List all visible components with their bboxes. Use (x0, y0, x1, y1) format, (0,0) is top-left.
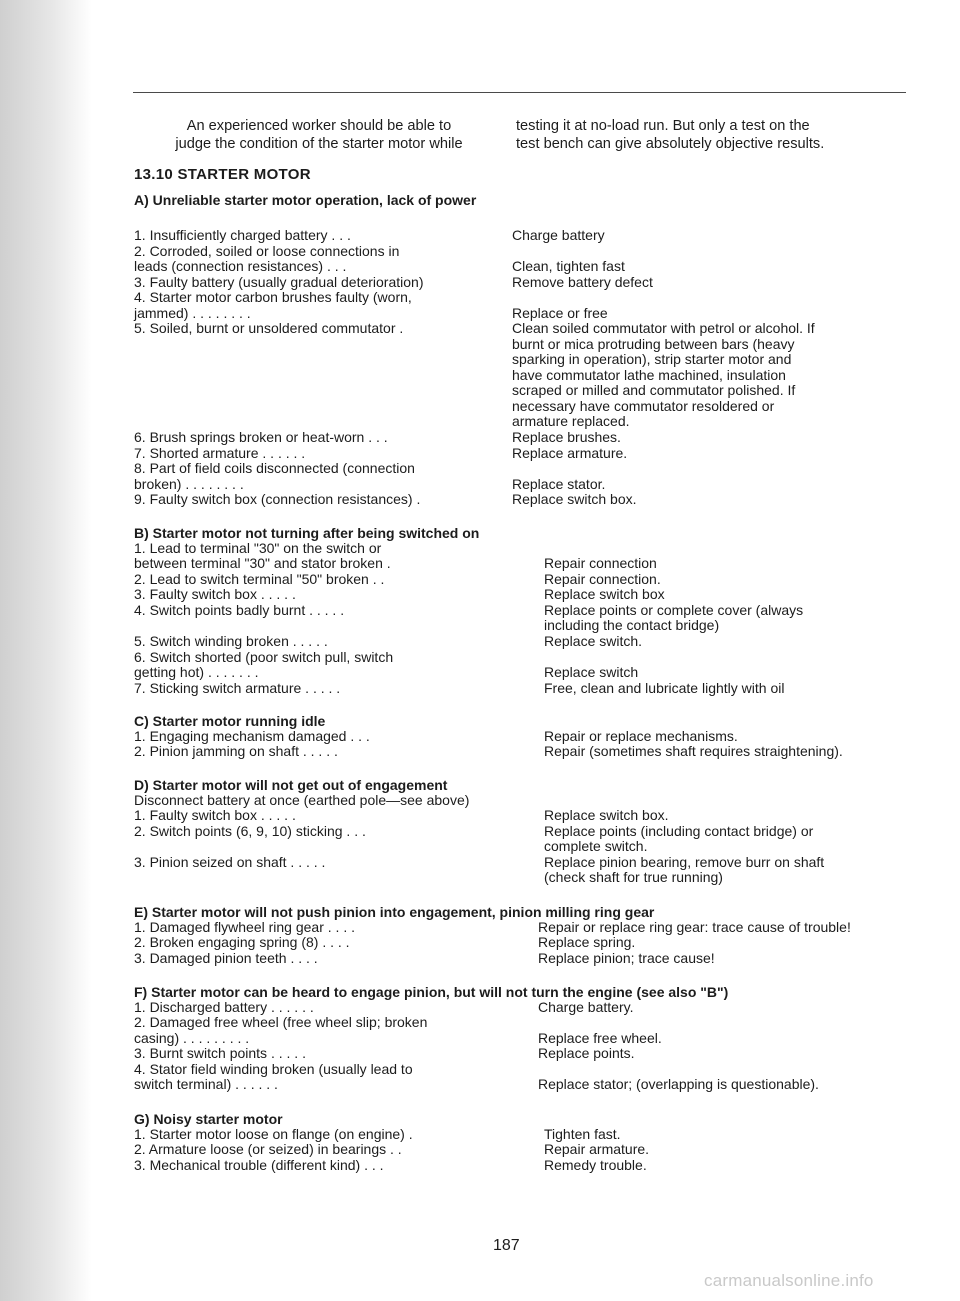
remedy-line: Repair or replace mechanisms. (544, 728, 738, 744)
cause-line: switch terminal) . . . . . . (134, 1076, 278, 1092)
remedy-line: necessary have commutator resoldered or (512, 398, 775, 414)
cause-line: 1. Lead to terminal "30" on the switch or (134, 540, 382, 556)
remedy-line: have commutator lathe machined, insulation (512, 367, 786, 383)
watermark: carmanualsonline.info (704, 1271, 874, 1290)
cause-line: 5. Soiled, burnt or unsoldered commutator . (134, 320, 404, 336)
cause-line: 3. Pinion seized on shaft . . . . . (134, 854, 326, 870)
remedy-line: Repair connection. (544, 571, 661, 587)
remedy-line: Replace switch box. (512, 491, 637, 507)
cause-line: getting hot) . . . . . . . (134, 664, 259, 680)
cause-line: 6. Switch shorted (poor switch pull, switch (134, 649, 394, 665)
cause-line: 4. Switch points badly burnt . . . . . (134, 602, 345, 618)
cause-line: 1. Damaged flywheel ring gear . . . . (134, 919, 355, 935)
cause-line: 5. Switch winding broken . . . . . (134, 633, 328, 649)
intro-line: testing it at no-load run. But only a test on the (516, 118, 810, 134)
cause-line: 3. Damaged pinion teeth . . . . (134, 950, 318, 966)
cause-line: 4. Stator field winding broken (usually lead to (134, 1061, 413, 1077)
subheading-g: G) Noisy starter motor (134, 1111, 283, 1127)
cause-line: 1. Starter motor loose on flange (on engine) . (134, 1126, 413, 1142)
remedy-line: Replace switch. (544, 633, 643, 649)
cause-line: 2. Corroded, soiled or loose connections in (134, 243, 400, 259)
remedy-line: burnt or mica protruding between bars (heavy (512, 336, 795, 352)
remedy-line: including the contact bridge) (544, 617, 720, 633)
intro-right-column (516, 117, 911, 153)
remedy-line: Remove battery defect (512, 274, 653, 290)
cause-line: Disconnect battery at once (earthed pole—see above) (134, 792, 470, 808)
page-edge-shadow (0, 0, 92, 1301)
remedy-line: complete switch. (544, 838, 648, 854)
subheading-d: D) Starter motor will not get out of engagement (134, 777, 448, 793)
remedy-line: sparking in operation), strip starter motor and (512, 351, 792, 367)
remedy-line: Replace stator. (512, 476, 606, 492)
cause-line: jammed) . . . . . . . . (134, 305, 251, 321)
remedy-line: Replace stator; (overlapping is questionable). (538, 1076, 819, 1092)
remedy-line: Replace pinion; trace cause! (538, 950, 715, 966)
subheading-a: A) Unreliable starter motor operation, lack of power (134, 192, 477, 208)
cause-line: 3. Mechanical trouble (different kind) . . . (134, 1157, 384, 1173)
cause-line: casing) . . . . . . . . . (134, 1030, 250, 1046)
cause-line: 1. Discharged battery . . . . . . (134, 999, 314, 1015)
remedy-line: Replace pinion bearing, remove burr on shaft (544, 854, 825, 870)
intro-line: An experienced worker should be able to (186, 118, 452, 134)
cause-line: 7. Shorted armature . . . . . . (134, 445, 306, 461)
remedy-line: Free, clean and lubricate lightly with oil (544, 680, 785, 696)
remedy-line: Replace or free (512, 305, 608, 321)
remedy-line: Replace switch (544, 664, 639, 680)
remedy-line: Tighten fast. (544, 1126, 621, 1142)
remedy-line: scraped or milled and commutator polished. If (512, 382, 796, 398)
subheading-b: B) Starter motor not turning after being switched on (134, 525, 480, 541)
remedy-line: armature replaced. (512, 413, 630, 429)
cause-line: 9. Faulty switch box (connection resistances) . (134, 491, 421, 507)
cause-line: 2. Damaged free wheel (free wheel slip; broken (134, 1014, 428, 1030)
remedy-line: Replace brushes. (512, 429, 621, 445)
remedy-line: Replace points or complete cover (always (544, 602, 804, 618)
subheading-c: C) Starter motor running idle (134, 713, 326, 729)
cause-line: between terminal "30" and stator broken . (134, 555, 391, 571)
cause-line: 1. Engaging mechanism damaged . . . (134, 728, 370, 744)
remedy-line: Replace points (including contact bridge) or (544, 823, 814, 839)
cause-line: 1. Insufficiently charged battery . . . (134, 227, 351, 243)
remedy-line: Replace switch box (544, 586, 665, 602)
cause-line: 2. Broken engaging spring (8) . . . . (134, 934, 350, 950)
cause-line: 2. Switch points (6, 9, 10) sticking . . . (134, 823, 366, 839)
page-number: 187 (493, 1237, 520, 1254)
remedy-line: Repair armature. (544, 1141, 650, 1157)
intro-left-column (134, 117, 504, 153)
intro-line: test bench can give absolutely objective results. (516, 136, 825, 152)
cause-line: 6. Brush springs broken or heat-worn . . . (134, 429, 388, 445)
remedy-line: Replace free wheel. (538, 1030, 662, 1046)
remedy-line: Clean soiled commutator with petrol or alcohol. If (512, 320, 815, 336)
remedy-line: Charge battery. (538, 999, 634, 1015)
remedy-line: Replace switch box. (544, 807, 669, 823)
remedy-line: Repair or replace ring gear: trace cause of trouble! (538, 919, 851, 935)
section-title: 13.10 STARTER MOTOR (134, 166, 311, 183)
cause-line: 2. Pinion jamming on shaft . . . . . (134, 743, 338, 759)
remedy-line: Replace armature. (512, 445, 628, 461)
cause-line: 3. Faulty battery (usually gradual deterioration) (134, 274, 424, 290)
cause-line: leads (connection resistances) . . . (134, 258, 347, 274)
remedy-line: Repair connection (544, 555, 657, 571)
cause-line: 7. Sticking switch armature . . . . . (134, 680, 341, 696)
remedy-line: Replace points. (538, 1045, 635, 1061)
remedy-line: Clean, tighten fast (512, 258, 625, 274)
cause-line: 2. Armature loose (or seized) in bearings . . (134, 1141, 402, 1157)
cause-line: broken) . . . . . . . . (134, 476, 244, 492)
subheading-f: F) Starter motor can be heard to engage pinion, but will not turn the engine (see also "B") (134, 984, 729, 1000)
remedy-line: Charge battery (512, 227, 605, 243)
remedy-line: Replace spring. (538, 934, 636, 950)
cause-line: 3. Faulty switch box . . . . . (134, 586, 296, 602)
intro-line: judge the condition of the starter motor while (175, 136, 463, 152)
remedy-line: (check shaft for true running) (544, 869, 723, 885)
cause-line: 8. Part of field coils disconnected (connection (134, 460, 415, 476)
cause-line: 3. Burnt switch points . . . . . (134, 1045, 306, 1061)
cause-line: 4. Starter motor carbon brushes faulty (worn, (134, 289, 412, 305)
header-rule (133, 92, 906, 93)
subheading-e: E) Starter motor will not push pinion into engagement, pinion milling ring gear (134, 904, 655, 920)
remedy-line: Repair (sometimes shaft requires straightening). (544, 743, 843, 759)
cause-line: 1. Faulty switch box . . . . . (134, 807, 296, 823)
cause-line: 2. Lead to switch terminal "50" broken . . (134, 571, 385, 587)
remedy-line: Remedy trouble. (544, 1157, 647, 1173)
